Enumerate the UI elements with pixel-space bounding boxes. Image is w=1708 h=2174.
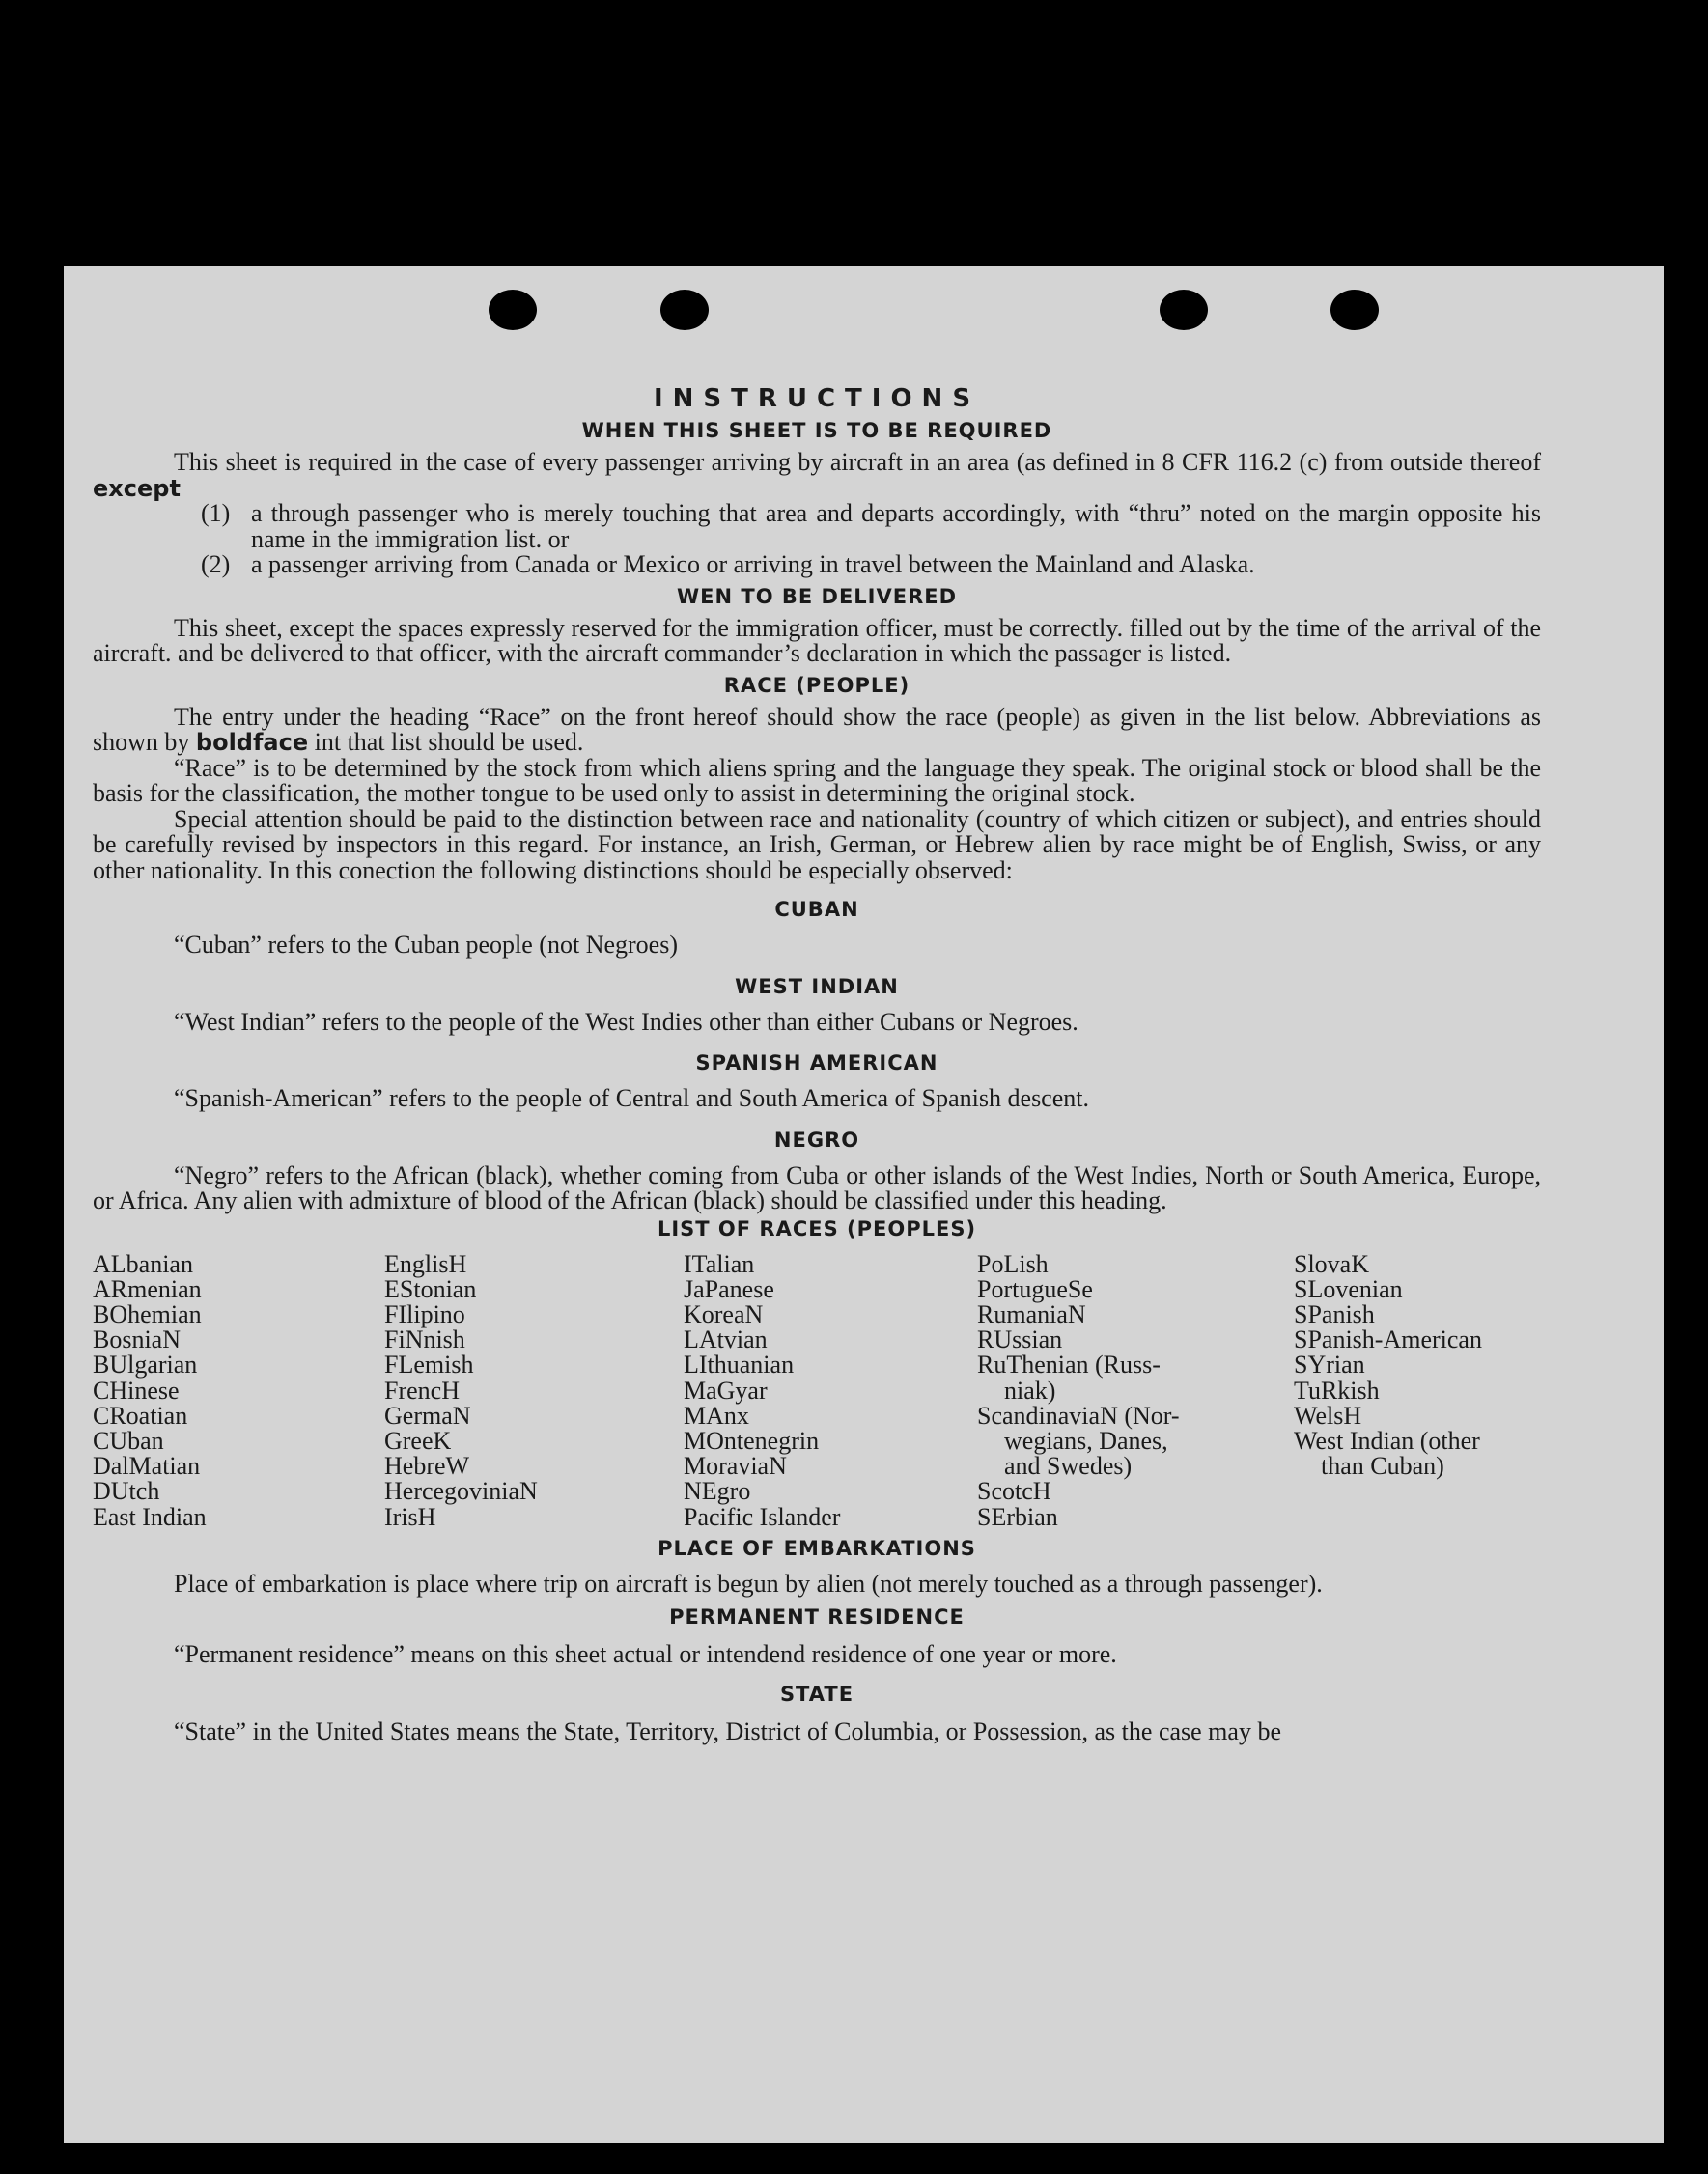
paragraph-embarkation: Place of embarkation is place where trip on aircraft is begun by alien (not merely touched as a through passenger). xyxy=(174,1569,1323,1598)
race-item: EnglisH xyxy=(384,1249,467,1278)
document-content xyxy=(93,386,1541,1744)
race-item: Pacific Islander xyxy=(684,1502,841,1531)
heading-permanent-residence: PERMANENT RESIDENCE xyxy=(669,1605,965,1630)
heading-when-required: WHEN THIS SHEET IS TO BE REQUIRED xyxy=(581,419,1052,442)
races-column-5 xyxy=(1294,1249,1541,1530)
race-item: ScandinaviaN (Nor- xyxy=(977,1401,1180,1430)
race-item: MAnx xyxy=(684,1401,749,1430)
race-item: DUtch xyxy=(93,1477,160,1506)
paragraph-spanish-american: “Spanish-American” refers to the people of Central and South America of Spanish descent. xyxy=(174,1084,1089,1112)
race-item: SPanish-American xyxy=(1294,1325,1482,1354)
paragraph-race-2: “Race” is to be determined by the stock from which aliens spring and the language they speak. The original stock or blood shall be the basis for the classification, the mother tongue to be used only to assist in determining the original stock. xyxy=(93,753,1541,807)
race-item: HercegoviniaN xyxy=(384,1477,538,1506)
race-item: EStonian xyxy=(384,1274,477,1303)
heading-spanish-american: SPANISH AMERICAN xyxy=(695,1051,938,1074)
paragraph-state: “State” in the United States means the State, Territory, District of Columbia, or Possession, as the case may be xyxy=(174,1716,1281,1745)
race-item: GreeK xyxy=(384,1426,452,1455)
races-column-4 xyxy=(977,1249,1294,1531)
race-p1-text: The entry under the heading “Race” on the front hereof should show the race (people) as given in the list below. Abbreviations as shown by xyxy=(93,702,1541,756)
races-column-3 xyxy=(684,1249,977,1531)
item-number: (1) xyxy=(201,499,231,527)
paragraph-race-1 xyxy=(93,702,1541,756)
paragraph-permanent-residence: “Permanent residence” means on this sheet actual or intendend residence of one year or more. xyxy=(174,1640,1117,1669)
race-item: FrencH xyxy=(384,1376,460,1405)
heading-negro: NEGRO xyxy=(773,1128,860,1152)
race-item: HebreW xyxy=(384,1452,470,1481)
race-item: West Indian (other xyxy=(1294,1426,1480,1455)
heading-when-delivered: WEN TO BE DELIVERED xyxy=(676,584,958,608)
race-item: SYrian xyxy=(1294,1351,1365,1380)
race-item: MoraviaN xyxy=(684,1452,787,1481)
heading-west-indian: WEST INDIAN xyxy=(735,974,899,998)
required-intro: This sheet is required in the case of every passenger arriving by aircraft in an area (as defined in 8 CFR 116.2 (c) from outside thereof xyxy=(174,448,1541,476)
item-text: a passenger arriving from Canada or Mexico or arriving in travel between the Mainland and Alaska. xyxy=(251,550,1255,578)
race-item: CHinese xyxy=(93,1376,180,1405)
punch-hole xyxy=(660,290,709,330)
race-item: KoreaN xyxy=(684,1299,764,1328)
race-item: LIthuanian xyxy=(684,1351,795,1380)
race-item-continued: wegians, Danes, xyxy=(1004,1426,1168,1455)
race-item: PoLish xyxy=(977,1249,1049,1278)
race-p1-text-end: int that list should be used. xyxy=(314,728,584,756)
race-item: PortugueSe xyxy=(977,1274,1093,1303)
races-column-2 xyxy=(384,1249,684,1531)
heading-cuban: CUBAN xyxy=(774,898,859,921)
race-item: FiNnish xyxy=(384,1325,465,1354)
races-column-1 xyxy=(93,1249,384,1531)
except-bold: except xyxy=(93,474,181,502)
race-item: MOntenegrin xyxy=(684,1426,820,1455)
race-item: CUban xyxy=(93,1426,164,1455)
race-item xyxy=(977,1376,1294,1405)
race-item: ALbanian xyxy=(93,1249,193,1278)
race-item: BOhemian xyxy=(93,1299,202,1328)
heading-state: STATE xyxy=(779,1682,854,1706)
race-item: SPanish xyxy=(1294,1299,1375,1328)
race-item: ARmenian xyxy=(93,1274,202,1303)
races-list xyxy=(93,1249,1541,1531)
race-item: CRoatian xyxy=(93,1401,188,1430)
race-item: TuRkish xyxy=(1294,1376,1380,1405)
item-text: a through passenger who is merely touching that area and departs accordingly, with “thru” noted on the margin opposite his name in the immigration list. or xyxy=(251,499,1541,553)
heading-race: RACE (PEOPLE) xyxy=(723,673,910,697)
punch-hole xyxy=(1160,290,1208,330)
race-item: SErbian xyxy=(977,1502,1058,1531)
title-instructions: INSTRUCTIONS xyxy=(653,384,981,413)
race-item: JaPanese xyxy=(684,1274,774,1303)
race-item: FLemish xyxy=(384,1351,474,1380)
race-item: RuThenian (Russ- xyxy=(977,1351,1161,1380)
heading-list-of-races: LIST OF RACES (PEOPLES) xyxy=(657,1216,977,1240)
race-item xyxy=(977,1454,1294,1479)
boldface-word: boldface xyxy=(195,729,309,756)
race-item: MaGyar xyxy=(684,1376,768,1405)
list-item xyxy=(201,501,1541,552)
race-item: ScotcH xyxy=(977,1477,1051,1506)
punch-hole xyxy=(489,290,537,330)
race-item: NEgro xyxy=(684,1477,751,1506)
item-number: (2) xyxy=(201,550,231,578)
race-item xyxy=(1294,1454,1541,1479)
race-item: WelsH xyxy=(1294,1401,1362,1430)
race-item: SlovaK xyxy=(1294,1249,1369,1278)
race-item-continued: than Cuban) xyxy=(1321,1452,1444,1481)
race-item: DalMatian xyxy=(93,1452,201,1481)
race-item: IrisH xyxy=(384,1502,436,1531)
race-item: BosniaN xyxy=(93,1325,181,1354)
race-item: ITalian xyxy=(684,1249,755,1278)
paragraph-cuban: “Cuban” refers to the Cuban people (not Negroes) xyxy=(174,931,678,959)
race-item: BUlgarian xyxy=(93,1351,198,1380)
race-item-continued: niak) xyxy=(1004,1376,1056,1405)
race-item: SLovenian xyxy=(1294,1274,1403,1303)
race-item: GermaN xyxy=(384,1401,471,1430)
race-item: FIlipino xyxy=(384,1299,465,1328)
race-item: LAtvian xyxy=(684,1325,768,1354)
race-item: RumaniaN xyxy=(977,1299,1086,1328)
race-item-continued: and Swedes) xyxy=(1004,1452,1133,1481)
paragraph-race-3: Special attention should be paid to the distinction between race and nationality (country of which citizen or subject), and entries should be carefully revised by inspectors in this regard. For instance, an Irish, German, or Hebrew alien by race might be of English, Swiss, or any other nationality. In this conection the following distinctions should be especially observed: xyxy=(93,804,1541,884)
list-item xyxy=(201,552,1541,578)
heading-place-of-embarkations: PLACE OF EMBARKATIONS xyxy=(658,1536,976,1560)
race-item xyxy=(977,1426,1294,1455)
punch-hole xyxy=(1330,290,1379,330)
paragraph-delivered: This sheet, except the spaces expressly reserved for the immigration officer, must be correctly. filled out by the time of the arrival of the aircraft. and be delivered to that officer, with the aircraft commander’s declaration in which the passager is listed. xyxy=(93,613,1541,667)
paragraph-negro: “Negro” refers to the African (black), whether coming from Cuba or other islands of the West Indies, North or South America, Europe, or Africa. Any alien with admixture of blood of the African (black) should be classified under this heading. xyxy=(93,1160,1541,1214)
paragraph-required xyxy=(93,450,1541,501)
race-item: RUssian xyxy=(977,1325,1063,1354)
race-item: East Indian xyxy=(93,1502,207,1531)
paragraph-west-indian: “West Indian” refers to the people of the West Indies other than either Cubans or Negroes. xyxy=(174,1007,1078,1036)
